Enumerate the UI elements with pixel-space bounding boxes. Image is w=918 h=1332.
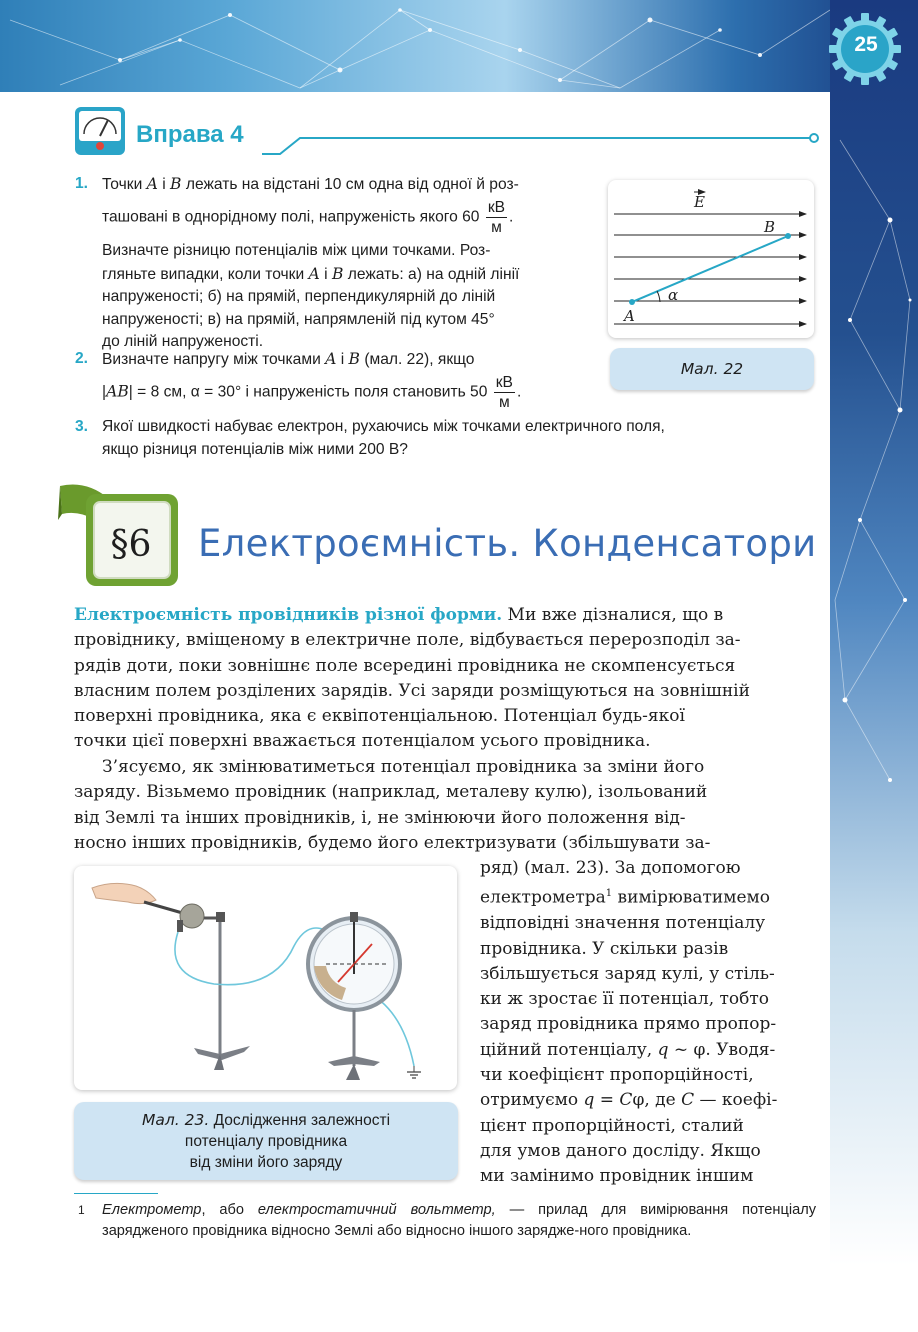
footnote-text: Електрометр, або електростатичний вольтметр, — прилад для вимірювання потенціалу зарядженого провідника відносно Землі або відносно іншого зарядже-ного провідника. [102, 1202, 817, 1239]
starfield-decoration-icon [830, 0, 918, 1332]
angle-label: α [668, 286, 679, 304]
exercise-2-line-1: Визначте напругу між точками A і B (мал. 22), якщо [102, 350, 475, 368]
exercise-item-number: 3. [75, 418, 89, 435]
constellation-decoration-icon [0, 0, 918, 92]
page-number: 25 [854, 33, 878, 56]
electrometer-illustration [74, 866, 457, 1090]
exercise-3-text: Якої швидкості набуває електрон, рухаючись між точками електричного поля, якщо різниця потенціалів між ними 200 В? [102, 418, 665, 458]
exercise-1-body: Визначте різницю потенціалів між цими точками. Роз- гляньте випадки, коли точки A і B лежать: а) на одній лінії напруженості; б) на прямій, перпендикулярній до ліній напруженості; в) на прямій, напрямленій під кутом 45° до ліній напруженості. [102, 242, 520, 351]
footnote-rule [74, 1193, 158, 1194]
exercise-1-line-2: ташовані в однорідному полі, напруженість якого 60 $\frac{кВ}{м}$ . [102, 199, 514, 236]
field-diagram [608, 180, 814, 338]
section-number: §6 [110, 523, 152, 565]
paragraph-1: Електроємність провідників різної форми. Ми вже дізналися, що в провіднику, вміщеному в електричне поле, відбувається перерозподіл за- рядів доти, поки зовнішнє поле всередині провідника не скомпенсується власним полем розділених зарядів. Усі заряди розміщуються на зовнішній поверхні провідника, яка є еквіпотенціальною. Потенціал будь-якої точки цієї поверхні вважається потенціалом усього провідника. [74, 605, 750, 752]
unit-fraction: $\frac{кВ}{м}$ [495, 374, 513, 411]
voltmeter-icon [74, 106, 126, 156]
section-title: Електроємність. Конденсатори [198, 522, 817, 565]
field-vector-label: E [694, 193, 705, 211]
exercise-item-number: 2. [75, 350, 89, 367]
point-a-label: A [624, 307, 635, 325]
exercise-title: Вправа 4 [136, 121, 244, 148]
figure-22 [608, 180, 814, 338]
unit-fraction: $\frac{кВ}{м}$ [487, 199, 506, 236]
paragraph-2-column: ряд) (мал. 23). За допомогою електрометра$^1$ вимірюватимемо відповідні значення потенціалу провідника. У скільки разів збільшується заряд кулі, у стіль- ки ж зростає її потенціал, тобто заряд провідника прямо пропор- ційний потенціалу, q ~ φ. Уводя- чи коефіцієнт пропорційності, отримуємо q = Cφ, де C — коефі- цієнт пропорційності, сталий для умов даного досліду. Якщо ми замінимо провідник іншим [480, 858, 778, 1187]
side-decoration [830, 0, 918, 1332]
footnote-mark: 1 [78, 1203, 85, 1217]
top-banner [0, 0, 918, 92]
title-underline [262, 126, 822, 166]
exercise-item-number: 1. [75, 175, 89, 192]
figure-22-caption: Мал. 22 [610, 348, 814, 390]
figure-23-caption: Мал. 23. Дослідження залежності потенціалу провідника від зміни його заряду [74, 1102, 458, 1180]
exercise-2-line-2: |AB| = 8 см, α = 30° і напруженість поля становить 50 $\frac{кВ}{м}$ . [102, 374, 522, 411]
exercise-1-line-1: Точки A і B лежать на відстані 10 см одна від одної й роз- [102, 175, 519, 193]
figure-23 [74, 866, 457, 1090]
point-b-label: B [764, 218, 776, 236]
paragraph-2: З’ясуємо, як змінюватиметься потенціал провідника за зміни його заряду. Візьмемо провідник (наприклад, металеву кулю), ізольований від Землі та інших провідників, і, не змінюючи його положення від- носно інших провідників, будемо його електризувати (збільшувати за- [74, 757, 711, 853]
